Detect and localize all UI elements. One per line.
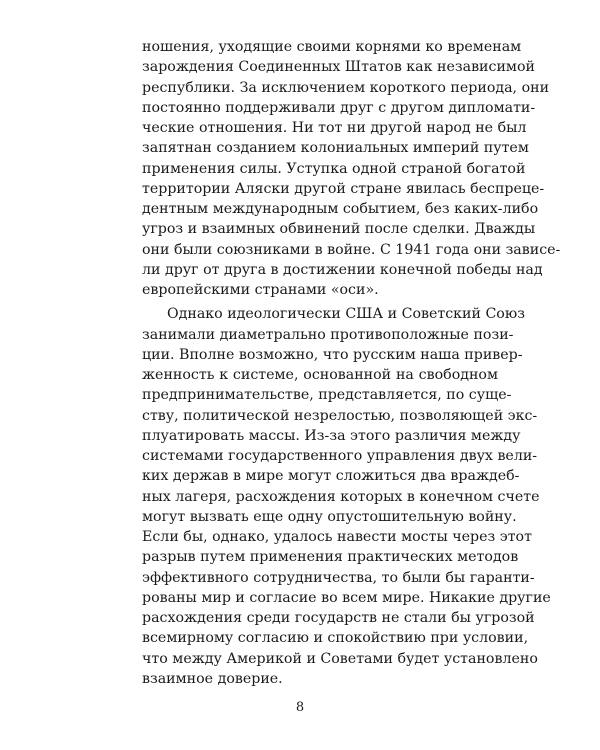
text-line: запятнан созданием колониальных империй путем [142, 140, 529, 157]
text-line: ких держав в мире могут сложиться два враждеб- [142, 468, 520, 485]
text-line: дентным международным событием, без каких-либо [142, 201, 539, 217]
text-line: применения силы. Уступка одной страной богатой [142, 160, 526, 177]
text-line: разрыв путем применения практических методов [142, 549, 519, 566]
paragraph-1 [142, 37, 561, 300]
text-line: что между Америкой и Советами будет установлено [142, 650, 538, 667]
paragraph-2 [142, 304, 551, 689]
text-line: могут вызвать еще одну опустошительную войну. [142, 508, 517, 525]
text-line: постоянно поддерживали друг с другом дипломати- [142, 99, 536, 116]
text-line: территории Аляски другой стране явилась беспреце- [142, 180, 545, 197]
text-line: женность к системе, основанной на свободном [142, 367, 498, 383]
page-number: 8 [295, 700, 305, 715]
text-line: рованы мир и согласие во всем мире. Никакие другие [142, 589, 551, 606]
body-text [142, 37, 561, 689]
text-line: ношения, уходящие своими корнями ко временам [142, 39, 522, 55]
text-line: системами государственного управления двух вели- [142, 448, 538, 464]
text-line: Однако идеологически США и Советский Союз [167, 306, 525, 323]
text-line: эффективного сотрудничества, то были бы гаранти- [142, 569, 535, 586]
text-line: ческие отношения. Ни тот ни другой народ не был [142, 120, 527, 136]
text-line: ству, политической незрелостью, позволяющей экс- [142, 407, 538, 424]
text-line: предпринимательстве, представляется, по суще- [142, 387, 512, 404]
text-line: плуатировать массы. Из-за этого различия между [142, 427, 521, 444]
text-line: расхождения среди государств не стали бы угрозой [142, 610, 535, 626]
text-line: ли друг от друга в достижении конечной победы над [142, 261, 543, 278]
text-line: ных лагеря, расхождения которых в конечном счете [142, 488, 540, 505]
text-line: взаимное доверие. [142, 670, 283, 687]
text-line: зарождения Соединенных Штатов как независимой [142, 59, 535, 76]
text-line: всемирному согласию и спокойствию при условии, [142, 630, 529, 647]
text-line: занимали диаметрально противоположные пози- [142, 326, 514, 343]
text-line: они были союзниками в войне. С 1941 года они зависе- [142, 241, 561, 258]
text-line: ции. Вполне возможно, что русским наша привер- [142, 346, 523, 363]
text-line: Если бы, однако, удалось навести мосты через этот [142, 529, 532, 545]
text-line: европейскими странами «оси». [142, 282, 379, 298]
text-line: угроз и взаимных обвинений после сделки. Дважды [142, 221, 536, 238]
text-line: республики. За исключением короткого периода, они [142, 79, 550, 96]
